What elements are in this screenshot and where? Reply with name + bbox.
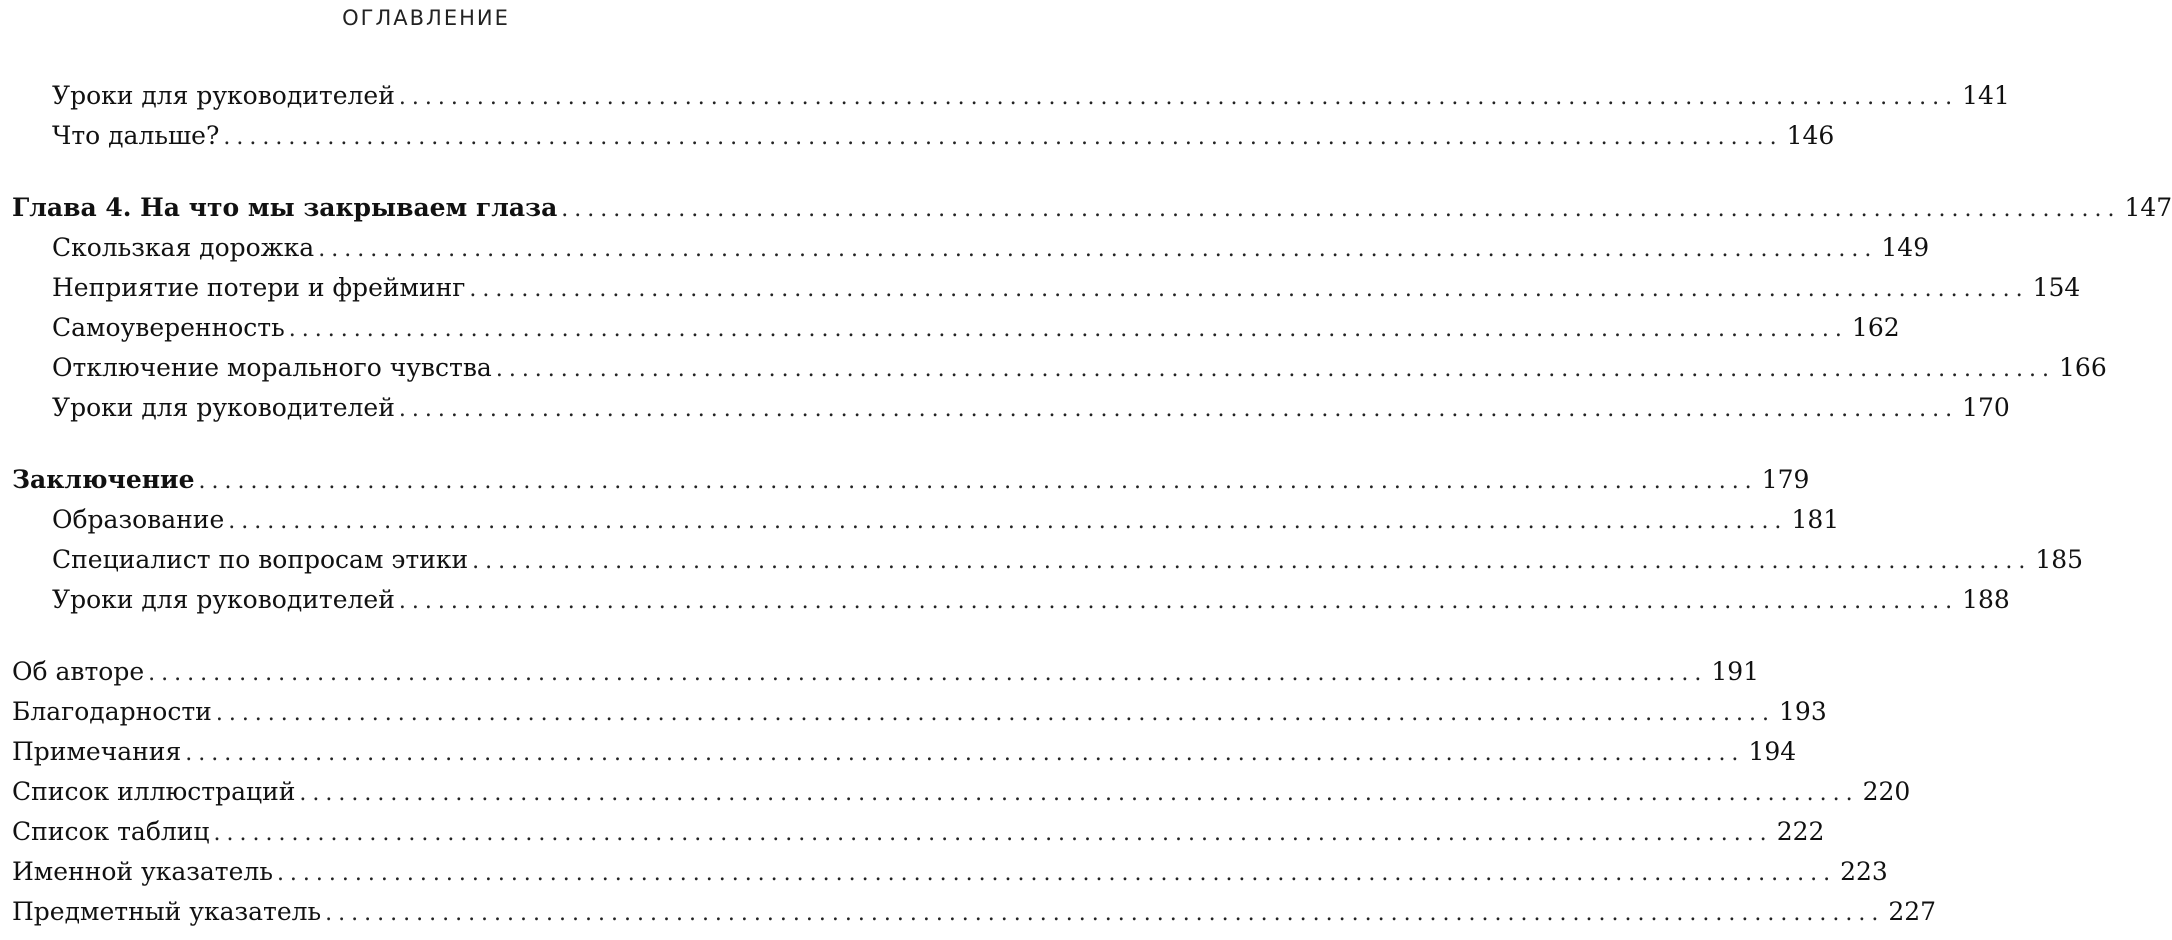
dot-leader: ........................................................................................................................ [398,85,1959,110]
dot-leader: ........................................................................................................................ [469,277,2029,302]
toc-entry-page: 194 [1748,737,1797,766]
toc-entry-page: 146 [1786,121,1835,150]
toc-entry-page: 188 [1962,585,2010,614]
toc-entry[interactable] [52,270,2081,306]
toc-entry[interactable] [12,694,1827,730]
toc-entry-page: 179 [1761,465,1810,494]
dot-leader: ........................................................................................................................ [495,357,2056,382]
toc-entry[interactable] [52,118,1835,154]
toc-entry-title: Отключение морального чувства [52,353,492,382]
toc-chapter-entry[interactable] [12,190,2172,226]
dot-leader: ........................................................................................................................ [198,469,1758,494]
toc-entry[interactable] [12,854,1888,890]
toc-entry-title: Скользкая дорожка [52,233,315,262]
toc-entry-title: Благодарности [12,697,212,726]
toc-entry-page: 220 [1862,777,1911,806]
toc-entry-page: 191 [1711,657,1760,686]
dot-leader: ........................................................................................................................ [288,317,1848,342]
dot-leader: ........................................................................................................................ [148,661,1708,686]
toc-entry[interactable] [52,542,2084,578]
toc-entry-page: 141 [1962,81,2010,110]
toc-entry-page: 227 [1888,897,1937,926]
toc-entry-page: 222 [1776,817,1825,846]
dot-leader: ........................................................................................................................ [228,509,1788,534]
toc-entry-title: Глава 4. На что мы закрываем глаза [12,193,558,222]
toc-entry-page: 154 [2032,273,2081,302]
toc-entry-title: Предметный указатель [12,897,322,926]
toc-entry[interactable] [52,230,1930,266]
dot-leader: ........................................................................................................................ [398,397,1959,422]
toc-entry-title: Самоуверенность [52,313,285,342]
dot-leader: ........................................................................................................................ [398,589,1959,614]
toc-entry-title: Об авторе [12,657,145,686]
toc-entry-title: Образование [52,505,225,534]
toc-entry[interactable] [52,310,1900,346]
dot-leader: ........................................................................................................................ [276,861,1837,886]
dot-leader: ........................................................................................................................ [561,197,2121,222]
toc-entry-title: Список таблиц [12,817,210,846]
toc-entry-page: 170 [1962,393,2010,422]
toc-entry[interactable] [12,774,1911,810]
toc-entry-page: 147 [2124,193,2172,222]
dot-leader: ........................................................................................................................ [223,125,1783,150]
dot-leader: ........................................................................................................................ [185,741,1745,766]
toc-entry-title: Примечания [12,737,182,766]
toc-entry[interactable] [12,814,1825,850]
toc-chapter-entry[interactable] [12,462,1810,498]
toc-entry[interactable] [52,502,1840,538]
toc-entry[interactable] [52,350,2107,386]
toc-entry-title: Заключение [12,465,195,494]
toc-entry-page: 193 [1779,697,1827,726]
toc-entry[interactable] [52,582,2010,618]
dot-leader: ........................................................................................................................ [215,701,1776,726]
toc-entry-title: Неприятие потери и фрейминг [52,273,466,302]
dot-leader: ........................................................................................................................ [325,901,1885,926]
toc-entry[interactable] [12,894,1937,930]
page-header: ОГЛАВЛЕНИЕ [342,6,510,30]
toc-entry-page: 181 [1791,505,1840,534]
toc-entry-page: 166 [2059,353,2107,382]
toc-entry-page: 223 [1840,857,1888,886]
dot-leader: ........................................................................................................................ [299,781,1859,806]
toc-entry-title: Что дальше? [52,121,220,150]
toc-entry[interactable] [12,734,1797,770]
toc-entry-title: Уроки для руководителей [52,81,395,110]
toc-entry[interactable] [52,390,2010,426]
toc-entry-title: Специалист по вопросам этики [52,545,469,574]
toc-entry[interactable] [12,654,1760,690]
toc-entry-title: Список иллюстраций [12,777,296,806]
dot-leader: ........................................................................................................................ [472,549,2032,574]
dot-leader: ........................................................................................................................ [318,237,1878,262]
toc-entry-title: Уроки для руководителей [52,585,395,614]
toc-entry[interactable] [52,78,2010,114]
dot-leader: ........................................................................................................................ [213,821,1773,846]
toc-entry-page: 185 [2035,545,2084,574]
toc-entry-page: 162 [1851,313,1900,342]
toc-entry-page: 149 [1881,233,1930,262]
toc-entry-title: Уроки для руководителей [52,393,395,422]
toc-entry-title: Именной указатель [12,857,273,886]
